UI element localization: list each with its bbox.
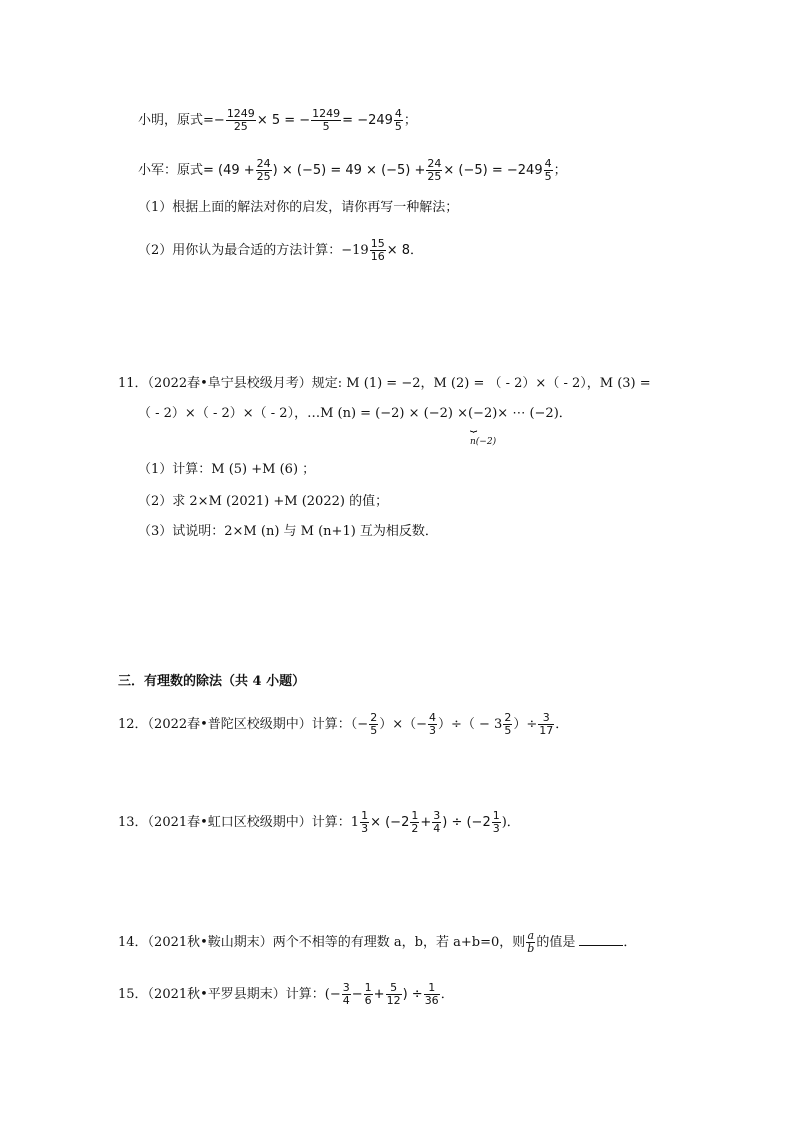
fraction: $\frac{5}{12}$ xyxy=(386,981,401,1007)
fraction: $\frac{2}{5}$ xyxy=(370,711,378,737)
fraction: $\frac{1}{36}$ xyxy=(424,981,439,1007)
p11-line-1: 11．（2022春•阜宁县校级月考）规定: M (1) = −2，M (2) = （ - 2）×（ - 2），M (3) = xyxy=(118,376,651,391)
xiaoming-solution: 小明，原式=− $\frac{1249}{25}$ × 5 = − $\frac{1249}{5}$ = −249 $\frac{4}{5}$ ； xyxy=(138,107,417,133)
xiaoming-label: 小明，原式= xyxy=(138,113,214,128)
p11-question-3: （3）试说明：2×M (n) 与 M (n+1) 互为相反数． xyxy=(138,524,438,539)
fraction: $\frac{1}{2}$ xyxy=(411,809,419,835)
p11-question-1: （1）计算：M (5) +M (6) ； xyxy=(138,462,316,477)
p11-line-2: （ - 2）×（ - 2）×（ - 2），…M (n) = (−2) × (−2) ×(−2) ⏟ × ⋯ (−2)． xyxy=(138,406,572,432)
fraction: $\frac{24}{25}$ xyxy=(427,157,442,183)
p10-question-1: （1）根据上面的解法对你的启发，请你再写一种解法； xyxy=(138,200,459,215)
fraction: $\frac{1249}{25}$ xyxy=(226,107,255,133)
xiaojun-label: 小军：原式= (49 + xyxy=(138,163,255,178)
fraction: $\frac{1}{3}$ xyxy=(492,809,500,835)
p11-question-2: （2）求 2×M (2021) +M (2022) 的值； xyxy=(138,494,389,509)
answer-blank[interactable] xyxy=(579,933,623,946)
p12: 12．（2022春•普陀区校级期中）计算：（− $\frac{2}{5}$ ）×（− $\frac{4}{3}$ ）÷（ − 3 $\frac{2}{5}$ ）÷ $\frac{3}{17}$ ． xyxy=(118,711,569,737)
p15: 15．（2021秋•平罗县期末）计算：(− $\frac{3}{4}$ − $\frac{1}{6}$ + $\frac{5}{12}$ ) ÷ $\frac{1}{36}$ ． xyxy=(118,981,454,1007)
underbrace: (−2) ⏟ xyxy=(467,406,498,432)
section-heading: 三．有理数的除法（共 4 小题） xyxy=(118,674,306,689)
fraction: $\frac{1249}{5}$ xyxy=(312,107,341,133)
underbrace-label: n(−2) xyxy=(470,437,497,447)
fraction: $\frac{3}{4}$ xyxy=(342,981,350,1007)
fraction: $\frac{2}{5}$ xyxy=(504,711,512,737)
fraction: $\frac{4}{3}$ xyxy=(428,711,436,737)
fraction: $\frac{1}{6}$ xyxy=(364,981,372,1007)
p10-question-2: （2）用你认为最合适的方法计算：−19 $\frac{15}{16}$ × 8． xyxy=(138,237,424,263)
fraction: $\frac{a}{b}$ xyxy=(527,929,535,955)
fraction: $\frac{4}{5}$ xyxy=(544,157,552,183)
fraction: $\frac{4}{5}$ xyxy=(394,107,402,133)
p13: 13．（2021春•虹口区校级期中）计算：1 $\frac{1}{3}$ × (−2 $\frac{1}{2}$ + $\frac{3}{4}$ ) ÷ (−2 $\frac{1}{3}$ )． xyxy=(118,809,520,835)
fraction: $\frac{24}{25}$ xyxy=(256,157,271,183)
p14: 14．（2021秋•鞍山期末）两个不相等的有理数 a，b，若 a+b=0，则 $\frac{a}{b}$ 的值是 ． xyxy=(118,929,637,955)
fraction: $\frac{1}{3}$ xyxy=(361,809,369,835)
fraction: $\frac{15}{16}$ xyxy=(370,237,385,263)
fraction: $\frac{3}{4}$ xyxy=(433,809,441,835)
xiaojun-solution: 小军：原式= (49 + $\frac{24}{25}$ ) × (−5) = 49 × (−5) + $\frac{24}{25}$ × (−5) = −249 $\frac{4}{5}$ ； xyxy=(138,157,567,183)
fraction: $\frac{3}{17}$ xyxy=(539,711,554,737)
